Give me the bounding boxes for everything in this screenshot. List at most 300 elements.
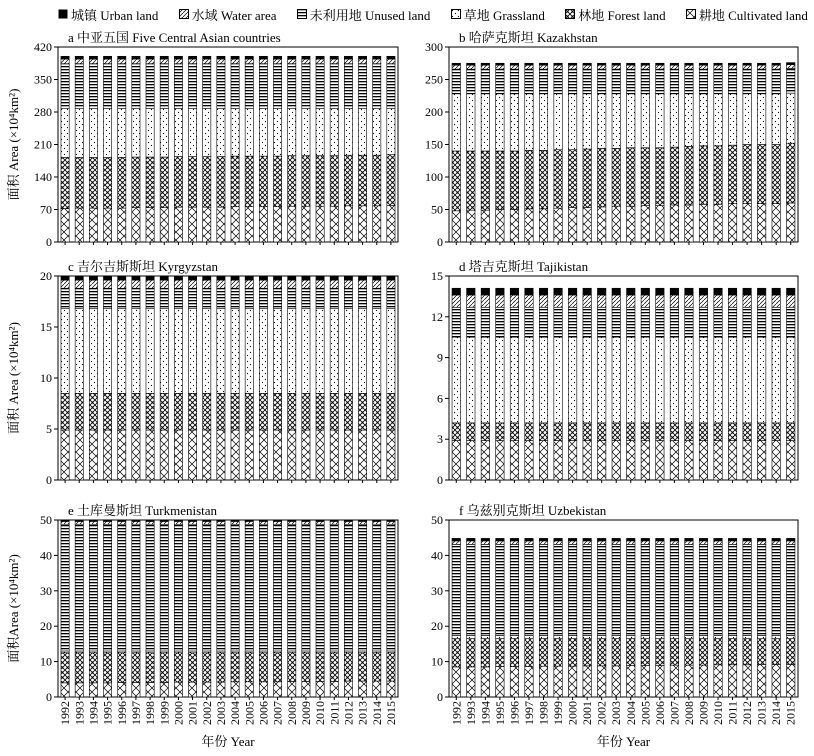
bar-segment-water xyxy=(597,65,605,69)
bar-segment-unused xyxy=(787,68,795,93)
bar-segment-grass xyxy=(203,309,211,394)
bar-segment-urban xyxy=(496,288,504,295)
bar-segment-grass xyxy=(245,108,253,156)
bar-segment-grass xyxy=(627,337,635,423)
bar-segment-grass xyxy=(597,337,605,423)
bar-segment-forest xyxy=(641,148,649,206)
bar-segment-forest xyxy=(714,423,722,441)
bar-segment-cultivated xyxy=(612,206,620,242)
bar-segment-grass xyxy=(699,337,707,423)
legend-label-urban: 城镇 Urban land xyxy=(71,7,159,23)
legend-label-forest: 林地 Forest land xyxy=(578,7,666,23)
bar-segment-grass xyxy=(510,635,518,638)
bar-segment-grass xyxy=(118,108,126,157)
bar-segment-cultivated xyxy=(583,208,591,242)
bar-segment-grass xyxy=(728,337,736,423)
bar-segment-unused xyxy=(568,544,576,635)
bar-segment-urban xyxy=(132,56,140,59)
bar-segment-urban xyxy=(685,538,693,540)
bar-segment-unused xyxy=(452,307,460,337)
bar-segment-urban xyxy=(510,538,518,540)
bar-segment-urban xyxy=(89,56,97,59)
bar-segment-cultivated xyxy=(288,430,296,480)
bar-segment-grass xyxy=(217,309,225,394)
bar-segment-urban xyxy=(481,288,489,295)
bar-segment-water xyxy=(757,295,765,307)
bar-segment-cultivated xyxy=(627,665,635,697)
bar-segment-unused xyxy=(510,307,518,337)
bar-segment-forest xyxy=(787,143,795,203)
bar-segment-water xyxy=(728,295,736,307)
bar-segment-urban xyxy=(302,276,310,280)
bar-segment-cultivated xyxy=(467,441,475,480)
bar-segment-water xyxy=(757,65,765,69)
chart-title: d 塔吉克斯坦 Tajikistan xyxy=(459,259,589,274)
chart-title: b 哈萨克斯坦 Kazakhstan xyxy=(459,30,598,45)
bar-segment-forest xyxy=(525,423,533,441)
bar-segment-water xyxy=(685,541,693,545)
bar-segment-grass xyxy=(452,337,460,423)
bar-segment-grass xyxy=(245,309,253,394)
y-tick-label: 150 xyxy=(425,137,443,152)
bar-segment-unused xyxy=(259,288,267,308)
bar-segment-forest xyxy=(772,145,780,204)
bar-segment-grass xyxy=(597,635,605,638)
legend-label-water: 水域 Water area xyxy=(191,7,277,23)
x-tick-label: 1997 xyxy=(521,701,536,725)
bar-segment-cultivated xyxy=(699,665,707,697)
bar-segment-water xyxy=(302,280,310,288)
bar-segment-forest xyxy=(132,393,140,430)
bar-segment-cultivated xyxy=(344,206,352,242)
bar-segment-water xyxy=(103,280,111,288)
bar-segment-urban xyxy=(387,56,395,59)
bar-segment-cultivated xyxy=(510,441,518,480)
bar-segment-cultivated xyxy=(188,207,196,242)
bar-segment-cultivated xyxy=(641,206,649,242)
bar-segment-forest xyxy=(656,148,664,206)
x-tick-label: 2008 xyxy=(284,701,299,725)
bar-segment-water xyxy=(259,59,267,64)
bar-segment-forest xyxy=(554,423,562,441)
legend-label-unused: 未利用地 Unused land xyxy=(309,7,431,23)
y-tick-label: 200 xyxy=(425,105,443,119)
bar-segment-water xyxy=(525,541,533,545)
bar-segment-grass xyxy=(670,635,678,638)
bar-segment-unused xyxy=(61,288,69,308)
bar-segment-water xyxy=(344,280,352,288)
bar-segment-forest xyxy=(358,393,366,430)
bar-segment-cultivated xyxy=(203,430,211,480)
bar-segment-unused xyxy=(685,307,693,337)
x-tick-label: 1995 xyxy=(492,701,507,725)
bar-segment-grass xyxy=(627,635,635,638)
bar-segment-urban xyxy=(273,56,281,59)
y-tick-label: 15 xyxy=(431,269,443,283)
bar-segment-forest xyxy=(188,393,196,430)
bar-segment-cultivated xyxy=(714,441,722,480)
bar-segment-grass xyxy=(467,94,475,151)
bar-segment-grass xyxy=(714,94,722,146)
x-tick-label: 2011 xyxy=(725,701,740,725)
bar-segment-forest xyxy=(217,157,225,208)
bar-segment-cultivated xyxy=(568,666,576,697)
bar-segment-forest xyxy=(772,423,780,441)
bar-segment-cultivated xyxy=(288,681,296,697)
bar-segment-unused xyxy=(467,544,475,635)
bar-segment-grass xyxy=(132,108,140,157)
bar-segment-forest xyxy=(146,653,154,683)
bar-segment-forest xyxy=(452,639,460,667)
bar-segment-unused xyxy=(539,307,547,337)
bar-segment-water xyxy=(174,521,182,524)
bar-segment-water xyxy=(344,521,352,524)
chart-panel-4 xyxy=(431,259,798,487)
bar-segment-forest xyxy=(685,146,693,205)
bar-segment-water xyxy=(132,280,140,288)
x-tick-label: 1998 xyxy=(536,701,551,725)
bar-segment-cultivated xyxy=(481,667,489,697)
bar-segment-forest xyxy=(132,157,140,208)
bar-segment-cultivated xyxy=(554,441,562,480)
bar-segment-water xyxy=(583,541,591,545)
bar-segment-forest xyxy=(316,393,324,430)
bar-segment-grass xyxy=(568,635,576,638)
bar-segment-forest xyxy=(627,148,635,207)
bar-segment-unused xyxy=(358,524,366,651)
bar-segment-water xyxy=(757,541,765,545)
bar-segment-forest xyxy=(217,393,225,430)
bar-segment-water xyxy=(373,59,381,64)
bar-segment-cultivated xyxy=(330,430,338,480)
bar-segment-water xyxy=(259,280,267,288)
bar-segment-urban xyxy=(554,288,562,295)
bar-segment-cultivated xyxy=(670,441,678,480)
bar-segment-urban xyxy=(699,538,707,540)
bar-segment-urban xyxy=(568,288,576,295)
bar-segment-water xyxy=(118,280,126,288)
bar-segment-water xyxy=(641,65,649,69)
bar-segment-water xyxy=(103,59,111,64)
bar-segment-forest xyxy=(231,393,239,430)
bar-segment-forest xyxy=(467,423,475,441)
bar-segment-forest xyxy=(231,156,239,207)
bar-segment-unused xyxy=(174,64,182,109)
bar-segment-cultivated xyxy=(316,681,324,697)
x-axis-title: 年份 Year xyxy=(596,734,651,749)
bar-segment-urban xyxy=(387,520,395,521)
bar-segment-water xyxy=(146,280,154,288)
bar-segment-forest xyxy=(118,158,126,209)
bar-segment-urban xyxy=(146,520,154,521)
x-tick-label: 2003 xyxy=(213,701,228,725)
bar-segment-urban xyxy=(510,63,518,65)
bar-segment-unused xyxy=(387,288,395,308)
bar-segment-unused xyxy=(316,64,324,109)
bar-segment-unused xyxy=(539,544,547,635)
bar-segment-cultivated xyxy=(539,441,547,480)
bar-segment-water xyxy=(217,59,225,64)
bar-segment-water xyxy=(685,295,693,307)
bar-segment-water xyxy=(103,521,111,524)
bar-segment-cultivated xyxy=(554,666,562,697)
bar-segment-forest xyxy=(699,146,707,205)
bar-segment-grass xyxy=(316,108,324,155)
bar-segment-forest xyxy=(103,653,111,683)
bar-segment-forest xyxy=(670,423,678,441)
bar-segment-forest xyxy=(188,157,196,208)
bar-segment-urban xyxy=(568,63,576,65)
bar-segment-forest xyxy=(259,156,267,207)
bar-segment-water xyxy=(568,541,576,545)
bar-segment-cultivated xyxy=(160,682,168,697)
bar-segment-cultivated xyxy=(103,430,111,480)
bar-segment-unused xyxy=(787,307,795,337)
bar-segment-cultivated xyxy=(132,682,140,697)
x-tick-label: 2009 xyxy=(696,701,711,725)
bar-segment-grass xyxy=(358,108,366,155)
bar-segment-urban xyxy=(61,520,69,521)
bar-segment-water xyxy=(302,59,310,64)
bar-segment-water xyxy=(316,521,324,524)
bar-segment-unused xyxy=(539,69,547,94)
bar-segment-cultivated xyxy=(231,207,239,242)
x-tick-label: 2001 xyxy=(580,701,595,725)
bar-segment-urban xyxy=(496,538,504,540)
bar-segment-unused xyxy=(481,69,489,94)
bar-segment-unused xyxy=(772,544,780,635)
bar-segment-forest xyxy=(597,423,605,441)
bar-segment-cultivated xyxy=(61,430,69,480)
bar-segment-cultivated xyxy=(330,206,338,242)
x-tick-label: 2013 xyxy=(355,701,370,725)
bar-segment-unused xyxy=(757,307,765,337)
bar-segment-forest xyxy=(568,150,576,208)
x-tick-label: 1997 xyxy=(128,701,143,725)
bar-segment-cultivated xyxy=(316,430,324,480)
bar-segment-water xyxy=(627,295,635,307)
bar-segment-urban xyxy=(217,56,225,59)
bar-segment-urban xyxy=(685,63,693,65)
bar-segment-urban xyxy=(103,56,111,59)
bar-segment-cultivated xyxy=(75,208,83,242)
x-tick-label: 1994 xyxy=(86,701,101,725)
bar-segment-water xyxy=(612,541,620,545)
chart-panel-5 xyxy=(6,503,398,749)
bar-segment-unused xyxy=(728,69,736,94)
bar-segment-urban xyxy=(89,276,97,280)
bar-segment-water xyxy=(685,65,693,69)
bar-segment-cultivated xyxy=(568,441,576,480)
bar-segment-forest xyxy=(670,147,678,205)
bar-segment-urban xyxy=(188,276,196,280)
y-tick-label: 50 xyxy=(40,513,52,527)
bar-segment-cultivated xyxy=(743,204,751,242)
bar-segment-water xyxy=(160,59,168,64)
bar-segment-urban xyxy=(467,288,475,295)
bar-segment-forest xyxy=(89,393,97,430)
bar-segment-unused xyxy=(554,69,562,94)
bar-segment-urban xyxy=(358,56,366,59)
bar-segment-cultivated xyxy=(231,682,239,697)
bar-segment-unused xyxy=(714,307,722,337)
x-tick-label: 2004 xyxy=(623,701,638,725)
bar-segment-forest xyxy=(627,639,635,666)
bar-segment-grass xyxy=(61,309,69,394)
bar-segment-forest xyxy=(656,639,664,666)
bar-segment-forest xyxy=(452,151,460,211)
x-tick-label: 2006 xyxy=(652,701,667,725)
bar-segment-urban xyxy=(772,63,780,65)
bar-segment-urban xyxy=(597,538,605,540)
bar-segment-forest xyxy=(75,393,83,430)
y-tick-label: 50 xyxy=(431,513,443,527)
bar-segment-water xyxy=(481,541,489,545)
bar-segment-forest xyxy=(612,639,620,666)
bar-segment-urban xyxy=(188,520,196,521)
bar-segment-cultivated xyxy=(75,683,83,697)
bar-segment-water xyxy=(231,521,239,524)
bar-segment-urban xyxy=(728,538,736,540)
bar-segment-cultivated xyxy=(174,430,182,480)
bar-segment-unused xyxy=(510,69,518,94)
bar-segment-unused xyxy=(217,524,225,651)
bar-segment-urban xyxy=(699,63,707,65)
bar-segment-water xyxy=(787,295,795,307)
bar-segment-unused xyxy=(656,307,664,337)
bar-segment-water xyxy=(554,295,562,307)
bar-segment-unused xyxy=(174,524,182,651)
bar-segment-water xyxy=(217,280,225,288)
bar-segment-cultivated xyxy=(245,682,253,697)
bar-segment-forest xyxy=(160,157,168,208)
bar-segment-grass xyxy=(685,94,693,147)
bar-segment-grass xyxy=(641,635,649,638)
bar-segment-forest xyxy=(61,653,69,683)
bar-segment-urban xyxy=(358,276,366,280)
bar-segment-grass xyxy=(174,309,182,394)
bar-segment-grass xyxy=(685,635,693,638)
x-tick-label: 2005 xyxy=(638,701,653,725)
bar-segment-cultivated xyxy=(61,209,69,242)
bar-segment-unused xyxy=(670,69,678,94)
bar-segment-water xyxy=(597,541,605,545)
bar-segment-unused xyxy=(728,307,736,337)
bar-segment-urban xyxy=(670,538,678,540)
y-tick-label: 5 xyxy=(46,422,52,436)
bar-segment-cultivated xyxy=(132,430,140,480)
bar-segment-cultivated xyxy=(273,430,281,480)
bar-segment-water xyxy=(203,59,211,64)
bar-segment-urban xyxy=(316,276,324,280)
bar-segment-water xyxy=(146,521,154,524)
bar-segment-water xyxy=(743,65,751,69)
chart-panel-6 xyxy=(431,503,798,749)
chart-panel-1 xyxy=(6,30,398,249)
bar-segment-unused xyxy=(467,69,475,94)
bar-segment-cultivated xyxy=(146,208,154,242)
bar-segment-urban xyxy=(787,538,795,540)
bar-segment-cultivated xyxy=(787,441,795,480)
bar-segment-unused xyxy=(685,544,693,635)
bar-segment-cultivated xyxy=(496,210,504,243)
bar-segment-grass xyxy=(89,309,97,394)
bar-segment-grass xyxy=(612,635,620,638)
bar-segment-urban xyxy=(174,56,182,59)
bar-segment-urban xyxy=(103,276,111,280)
bar-segment-forest xyxy=(568,639,576,667)
bar-segment-forest xyxy=(496,639,504,667)
bar-segment-grass xyxy=(358,309,366,394)
bar-segment-cultivated xyxy=(612,666,620,697)
bar-segment-unused xyxy=(146,288,154,308)
bar-segment-water xyxy=(330,59,338,64)
bar-segment-forest xyxy=(699,423,707,441)
bar-segment-cultivated xyxy=(728,665,736,697)
bar-segment-grass xyxy=(146,309,154,394)
bar-segment-unused xyxy=(330,64,338,109)
bar-segment-grass xyxy=(174,108,182,156)
bar-segment-urban xyxy=(203,276,211,280)
bar-segment-cultivated xyxy=(452,441,460,480)
bar-segment-urban xyxy=(728,63,736,65)
bar-segment-cultivated xyxy=(344,430,352,480)
bar-segment-cultivated xyxy=(728,204,736,242)
bar-segment-water xyxy=(89,59,97,64)
bar-segment-urban xyxy=(61,56,69,59)
bar-segment-urban xyxy=(160,276,168,280)
bar-segment-water xyxy=(481,65,489,69)
bar-segment-grass xyxy=(714,337,722,423)
bar-segment-grass xyxy=(554,94,562,150)
bar-segment-water xyxy=(583,65,591,69)
bar-segment-urban xyxy=(627,288,635,295)
bar-segment-forest xyxy=(288,653,296,682)
bar-segment-grass xyxy=(627,94,635,148)
bar-segment-unused xyxy=(373,64,381,109)
bar-segment-cultivated xyxy=(387,430,395,480)
bar-segment-unused xyxy=(61,524,69,651)
bar-segment-unused xyxy=(373,288,381,308)
bar-segment-grass xyxy=(597,94,605,149)
bar-segment-forest xyxy=(728,145,736,204)
x-tick-label: 2003 xyxy=(609,701,624,725)
y-tick-label: 10 xyxy=(431,654,443,669)
bar-segment-forest xyxy=(728,423,736,441)
bar-segment-unused xyxy=(743,544,751,635)
bar-segment-urban xyxy=(330,520,338,521)
y-tick-label: 0 xyxy=(437,235,443,249)
bar-segment-forest xyxy=(358,155,366,206)
bar-segment-water xyxy=(132,59,140,64)
y-tick-label: 0 xyxy=(46,690,52,704)
y-tick-label: 0 xyxy=(46,235,52,249)
bar-segment-forest xyxy=(539,150,547,209)
bar-segment-water xyxy=(89,521,97,524)
bar-segment-cultivated xyxy=(685,205,693,242)
bar-segment-water xyxy=(160,280,168,288)
bar-segment-grass xyxy=(344,108,352,155)
bar-segment-urban xyxy=(160,56,168,59)
bar-segment-cultivated xyxy=(583,441,591,480)
bar-segment-forest xyxy=(583,639,591,666)
y-tick-label: 0 xyxy=(437,690,443,704)
bar-segment-grass xyxy=(568,94,576,150)
chart-panel-3 xyxy=(6,259,398,487)
y-axis-label: 面积Area (×10⁴km²) xyxy=(6,554,21,663)
bar-segment-cultivated xyxy=(757,664,765,697)
bar-segment-cultivated xyxy=(188,430,196,480)
